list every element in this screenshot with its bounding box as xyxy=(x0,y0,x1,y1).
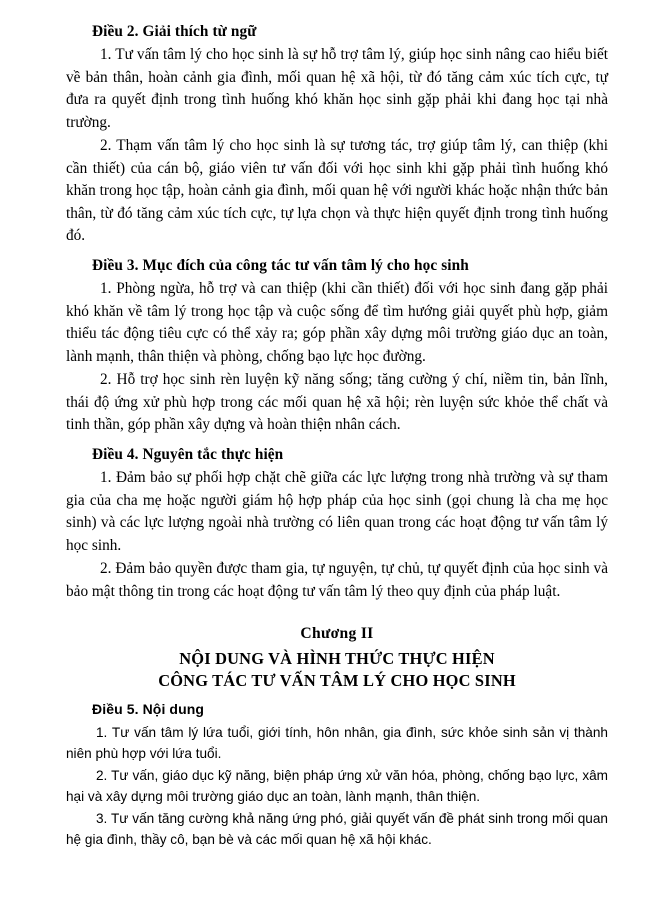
paragraph: 3. Tư vấn tăng cường khả năng ứng phó, giải quyết vấn đề phát sinh trong mối quan hệ gia đình, thầy cô, bạn bè và các mối quan hệ xã hội khác. xyxy=(66,811,608,848)
paragraph: 2. Thạm vấn tâm lý cho học sinh là sự tương tác, trợ giúp tâm lý, can thiệp (khi cần thiết) của cán bộ, giáo viên tư vấn đối với học sinh khi gặp phải tình huống khó khăn trong học tập, hoàn cảnh gia đình, mối quan hệ với người khác hoặc nhận thức bản thân, từ đó tăng cảm xúc tích cực, tự lựa chọn và thực hiện quyết định trong tình huống đó. xyxy=(66,137,608,245)
paragraph: 1. Tư vấn tâm lý lứa tuổi, giới tính, hôn nhân, gia đình, sức khỏe sinh sản vị thành niên phù hợp với lứa tuổi. xyxy=(66,725,608,762)
article-heading-2: Điều 2. Giải thích từ ngữ xyxy=(92,23,257,40)
paragraph: 2. Đảm bảo quyền được tham gia, tự nguyện, tự chủ, tự quyết định của học sinh và bảo mật thông tin trong các hoạt động tư vấn tâm lý theo quy định của pháp luật. xyxy=(66,560,608,600)
article-5-section xyxy=(66,699,608,850)
article-heading-5: Điều 5. Nội dung xyxy=(92,701,205,718)
paragraph: 2. Hỗ trợ học sinh rèn luyện kỹ năng sống; tăng cường ý chí, niềm tin, bản lĩnh, thái độ ứng xử phù hợp trong các mối quan hệ xã hội; rèn luyện sức khỏe thể chất và tinh thần, góp phần xây dựng và hoàn thiện nhân cách. xyxy=(66,371,608,434)
chapter-block xyxy=(66,623,608,692)
document-body xyxy=(66,21,608,850)
paragraph: 1. Đảm bảo sự phối hợp chặt chẽ giữa các lực lượng trong nhà trường và sự tham gia của cha mẹ hoặc người giám hộ hợp pháp của học sinh (gọi chung là cha mẹ học sinh) và các lực lượng ngoài nhà trường có liên quan trong các hoạt động tư vấn tâm lý học sinh. xyxy=(66,469,608,554)
paragraph: 1. Phòng ngừa, hỗ trợ và can thiệp (khi cần thiết) đối với học sinh đang gặp phải khó khăn về tâm lý trong học tập và cuộc sống để tìm hướng giải quyết phù hợp, giảm thiểu tác động tiêu cực có thể xảy ra; góp phần xây dựng môi trường giáo dục an toàn, lành mạnh, thân thiện và phòng, chống bạo lực học đường. xyxy=(66,280,608,365)
article-heading-3: Điều 3. Mục đích của công tác tư vấn tâm lý cho học sinh xyxy=(92,256,469,274)
chapter-label: Chương II xyxy=(300,625,374,643)
chapter-title-line-2: CÔNG TÁC TƯ VẤN TÂM LÝ CHO HỌC SINH xyxy=(158,671,516,691)
paragraph: 1. Tư vấn tâm lý cho học sinh là sự hỗ trợ tâm lý, giúp học sinh nâng cao hiểu biết về bản thân, hoàn cảnh gia đình, mối quan hệ xã hội, từ đó tăng cảm xúc tích cực, tự đưa ra quyết định trong tình huống khó khăn học sinh gặp phải khi đang học tại nhà trường. xyxy=(66,46,608,131)
article-heading-4: Điều 4. Nguyên tắc thực hiện xyxy=(92,445,284,463)
paragraph: 2. Tư vấn, giáo dục kỹ năng, biện pháp ứng xử văn hóa, phòng, chống bạo lực, xâm hại và xây dựng môi trường giáo dục an toàn, lành mạnh, thân thiện. xyxy=(66,768,608,805)
chapter-title-line-1: NỘI DUNG VÀ HÌNH THỨC THỰC HIỆN xyxy=(179,649,495,669)
page-top-mark xyxy=(325,0,339,4)
